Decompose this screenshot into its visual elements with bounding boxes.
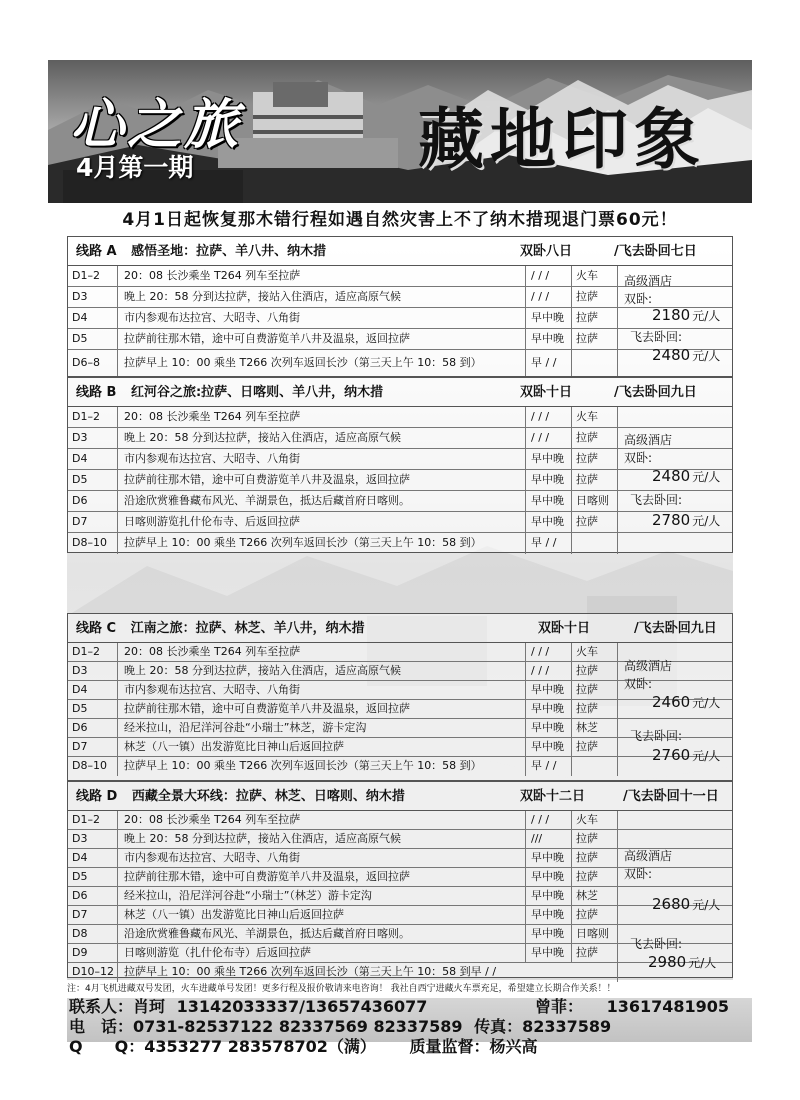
day-cell: D4: [68, 449, 118, 469]
route-train-duration: 双卧八日: [520, 244, 573, 259]
meal-cell: / / /: [526, 811, 572, 829]
route-header: [68, 378, 732, 407]
price-number: 2480: [652, 467, 691, 485]
route-header: [68, 782, 732, 811]
contact-line: [69, 996, 427, 1018]
stay-cell: 拉萨: [572, 868, 618, 886]
day-cell: D5: [68, 470, 118, 490]
route-header: [68, 237, 732, 266]
stay-cell: 拉萨: [572, 329, 618, 349]
fax-number: 82337589: [522, 1017, 612, 1036]
hotel-level: 高级酒店: [624, 659, 673, 673]
price-unit: 元/人: [692, 898, 721, 912]
qq-numbers: 4353277 283578702（满）: [144, 1037, 376, 1056]
stay-cell: 拉萨: [572, 681, 618, 699]
day-cell: D6: [68, 719, 118, 737]
price-number: 2980: [648, 953, 687, 971]
day-cell: D8–10: [68, 533, 118, 554]
day-cell: D1–2: [68, 643, 118, 661]
price-unit: 元/人: [692, 309, 721, 323]
meal-cell: 早中晚: [526, 308, 572, 328]
price-number: 2480: [652, 346, 691, 364]
fly-price-label: 飞去卧回:: [630, 729, 683, 743]
notice-banner: 4月1日起恢复那木错行程如遇自然灾害上不了纳木措现退门票60元！: [122, 210, 678, 230]
route-title: 感悟圣地：拉萨、羊八井、纳木措: [131, 244, 327, 259]
day-cell: D4: [68, 681, 118, 699]
train-price: [652, 467, 720, 485]
train-price: [652, 895, 720, 913]
activity-cell: 晚上 20：58 分到达拉萨，接站入住酒店，适应高原气候: [118, 428, 526, 448]
price-unit: 元/人: [692, 349, 721, 363]
train-price-label: 双卧:: [624, 867, 653, 881]
train-price-label: 双卧:: [624, 677, 653, 691]
contact2-name: 曾菲：: [535, 997, 584, 1016]
meal-cell: / / /: [526, 287, 572, 307]
meal-cell: ///: [526, 830, 572, 848]
meal-cell: 早中晚: [526, 738, 572, 756]
price-unit: 元/人: [692, 749, 721, 763]
stay-cell: 火车: [572, 643, 618, 661]
stay-cell: 拉萨: [572, 470, 618, 490]
route-train-duration: 双卧十日: [520, 385, 573, 400]
route-fly-duration: /飞去卧回七日: [614, 244, 697, 259]
fly-price: [652, 746, 720, 764]
meal-cell: 早中晚: [526, 719, 572, 737]
contact-phones: 13142033337/13657436077: [176, 997, 428, 1016]
meal-cell: 早中晚: [526, 470, 572, 490]
stay-cell: 拉萨: [572, 662, 618, 680]
activity-cell: 日喀则游览（扎什伦布寺）后返回拉萨: [118, 944, 526, 962]
day-cell: D8: [68, 925, 118, 943]
stay-cell: 拉萨: [572, 849, 618, 867]
hotel-level: 高级酒店: [624, 274, 673, 288]
activity-cell: 晚上 20：58 分到达拉萨，接站入住酒店，适应高原气候: [118, 287, 526, 307]
qq-line: [69, 1036, 538, 1058]
activity-cell: 沿途欣赏雅鲁藏布风光、羊湖景色，抵达后藏首府日喀则。: [118, 925, 526, 943]
route-train-duration: 双卧十二日: [520, 789, 586, 804]
banner: [48, 60, 752, 203]
day-cell: D6: [68, 491, 118, 511]
train-price: [652, 306, 720, 324]
route-b: [67, 377, 733, 553]
activity-cell: 20：08 长沙乘坐 T264 列车至拉萨: [118, 407, 526, 427]
route-fly-duration: /飞去卧回九日: [634, 621, 717, 636]
route-header: [68, 614, 732, 643]
meal-cell: 早中晚: [526, 925, 572, 943]
meal-cell: 早中晚: [526, 868, 572, 886]
stay-cell: 拉萨: [572, 830, 618, 848]
route-name: 线路 D: [76, 789, 118, 804]
price-panel: [618, 811, 734, 977]
activity-cell: 晚上 20：58 分到达拉萨，接站入住酒店，适应高原气候: [118, 830, 526, 848]
activity-cell: 20：08 长沙乘坐 T264 列车至拉萨: [118, 811, 526, 829]
supervisor-name: 杨兴高: [489, 1037, 538, 1056]
day-cell: D7: [68, 512, 118, 532]
meal-cell: 早 / /: [526, 350, 572, 376]
phone-line: [69, 1016, 611, 1038]
activity-cell: 拉萨前往那木错，途中可自费游览羊八井及温泉，返回拉萨: [118, 329, 526, 349]
meal-cell: 早中晚: [526, 849, 572, 867]
day-cell: D1–2: [68, 811, 118, 829]
stay-cell: 日喀则: [572, 491, 618, 511]
contact-block: [67, 997, 752, 1056]
stay-cell: [572, 757, 618, 776]
stay-cell: 拉萨: [572, 308, 618, 328]
calligraphy-slogan: 藏地印象: [418, 100, 706, 178]
stay-cell: [572, 963, 618, 982]
activity-cell: 拉萨早上 10：00 乘坐 T266 次列车返回长沙（第三天上午 10：58 到早 / /: [118, 963, 618, 982]
meal-cell: 早中晚: [526, 512, 572, 532]
activity-cell: 拉萨早上 10：00 乘坐 T266 次列车返回长沙（第三天上午 10：58 到）: [118, 350, 526, 376]
phone-label: 电 话：: [69, 1017, 134, 1036]
day-cell: D3: [68, 662, 118, 680]
route-title: 红河谷之旅:拉萨、日喀则、羊八井，纳木措: [130, 385, 384, 400]
route-name: 线路 C: [76, 621, 117, 636]
train-price: [652, 693, 720, 711]
stay-cell: 拉萨: [572, 512, 618, 532]
day-cell: D6: [68, 887, 118, 905]
route-name: 线路 A: [76, 244, 117, 259]
contact2-phone: 13617481905: [606, 997, 730, 1016]
route-fly-duration: /飞去卧回十一日: [623, 789, 719, 804]
hotel-level: 高级酒店: [624, 433, 673, 447]
stay-cell: [572, 350, 618, 376]
stay-cell: 拉萨: [572, 700, 618, 718]
price-panel: [618, 407, 734, 552]
day-cell: D7: [68, 738, 118, 756]
day-cell: D3: [68, 428, 118, 448]
fly-price: [652, 346, 720, 364]
activity-cell: 20：08 长沙乘坐 T264 列车至拉萨: [118, 266, 526, 286]
price-number: 2780: [652, 511, 691, 529]
meal-cell: 早中晚: [526, 700, 572, 718]
fly-price: [652, 511, 720, 529]
day-cell: D5: [68, 868, 118, 886]
activity-cell: 市内参观布达拉宫、大昭寺、八角街: [118, 449, 526, 469]
meal-cell: 早中晚: [526, 449, 572, 469]
meal-cell: 早中晚: [526, 906, 572, 924]
stay-cell: 拉萨: [572, 944, 618, 962]
activity-cell: 拉萨前往那木错，途中可自费游览羊八井及温泉，返回拉萨: [118, 868, 526, 886]
meal-cell: / / /: [526, 407, 572, 427]
activity-cell: 沿途欣赏雅鲁藏布风光、羊湖景色，抵达后藏首府日喀则。: [118, 491, 526, 511]
price-number: 2460: [652, 693, 691, 711]
day-cell: D5: [68, 700, 118, 718]
fly-price: [648, 953, 716, 971]
day-cell: D10–12: [68, 963, 118, 982]
qq-label: Q Q：: [69, 1037, 145, 1056]
supervisor-label: 质量监督：: [409, 1037, 490, 1056]
activity-cell: 20：08 长沙乘坐 T264 列车至拉萨: [118, 643, 526, 661]
activity-cell: 拉萨早上 10：00 乘坐 T266 次列车返回长沙（第三天上午 10：58 到）: [118, 533, 526, 554]
day-cell: D3: [68, 287, 118, 307]
fly-price-label: 飞去卧回:: [630, 493, 683, 507]
fly-price-label: 飞去卧回:: [630, 330, 683, 344]
stay-cell: [572, 533, 618, 554]
day-cell: D3: [68, 830, 118, 848]
day-cell: D6–8: [68, 350, 118, 376]
meal-cell: 早中晚: [526, 887, 572, 905]
price-number: 2680: [652, 895, 691, 913]
meal-cell: 早中晚: [526, 681, 572, 699]
route-fly-duration: /飞去卧回九日: [614, 385, 697, 400]
day-cell: D5: [68, 329, 118, 349]
activity-cell: 市内参观布达拉宫、大昭寺、八角街: [118, 849, 526, 867]
route-d: [67, 781, 733, 978]
activity-cell: 晚上 20：58 分到达拉萨，接站入住酒店，适应高原气候: [118, 662, 526, 680]
price-unit: 元/人: [692, 514, 721, 528]
stay-cell: 林芝: [572, 887, 618, 905]
stay-cell: 火车: [572, 811, 618, 829]
day-cell: D4: [68, 849, 118, 867]
contact-name: 肖珂: [133, 997, 166, 1016]
price-panel: [618, 643, 734, 780]
stay-cell: 火车: [572, 407, 618, 427]
price-number: 2760: [652, 746, 691, 764]
activity-cell: 经米拉山，沿尼洋河谷赴“小瑞士”（林芝）游卡定沟: [118, 887, 526, 905]
meal-cell: 早中晚: [526, 329, 572, 349]
price-number: 2180: [652, 306, 691, 324]
footnote: 注：4月飞机进藏双号发团，火车进藏单号发团！更多行程及报价敬请来电咨询！ 我社自西宁进藏火车票充足，希望建立长期合作关系！！: [67, 984, 616, 994]
day-cell: D1–2: [68, 266, 118, 286]
issue-label: 4月第一期: [76, 153, 194, 182]
day-cell: D7: [68, 906, 118, 924]
contact2-line: [535, 996, 729, 1018]
day-cell: D4: [68, 308, 118, 328]
meal-cell: 早中晚: [526, 491, 572, 511]
route-a: [67, 236, 733, 377]
fly-price-label: 飞去卧回:: [630, 937, 683, 951]
meal-cell: / / /: [526, 428, 572, 448]
brand-logo-text: 心之旅: [70, 92, 241, 156]
route-title: 西藏全景大环线：拉萨、林芝、日喀则、纳木措: [131, 789, 405, 804]
contact-label: 联系人：: [69, 997, 134, 1016]
stay-cell: 拉萨: [572, 738, 618, 756]
stay-cell: 拉萨: [572, 906, 618, 924]
price-unit: 元/人: [692, 470, 721, 484]
price-unit: 元/人: [692, 696, 721, 710]
stay-cell: 林芝: [572, 719, 618, 737]
routes-area: [67, 236, 733, 980]
meal-cell: / / /: [526, 662, 572, 680]
train-price-label: 双卧:: [624, 292, 653, 306]
activity-cell: 市内参观布达拉宫、大昭寺、八角街: [118, 308, 526, 328]
day-cell: D1–2: [68, 407, 118, 427]
meal-cell: 早中晚: [526, 944, 572, 962]
activity-cell: 经米拉山，沿尼洋河谷赴“小瑞士”林芝，游卡定沟: [118, 719, 526, 737]
activity-cell: 林芝（八一镇）出发游览比日神山后返回拉萨: [118, 738, 526, 756]
route-train-duration: 双卧十日: [538, 621, 591, 636]
meal-cell: / / /: [526, 266, 572, 286]
meal-cell: 早 / /: [526, 533, 572, 554]
meal-cell: 早 / /: [526, 757, 572, 776]
activity-cell: 拉萨前往那木错，途中可自费游览羊八井及温泉，返回拉萨: [118, 470, 526, 490]
price-unit: 元/人: [688, 956, 717, 970]
stay-cell: 火车: [572, 266, 618, 286]
phone-numbers: 0731-82537122 82337569 82337589: [133, 1017, 463, 1036]
day-cell: D8–10: [68, 757, 118, 776]
train-price-label: 双卧:: [624, 451, 653, 465]
stay-cell: 日喀则: [572, 925, 618, 943]
route-c: [67, 613, 733, 781]
meal-cell: / / /: [526, 643, 572, 661]
activity-cell: 拉萨前往那木错，途中可自费游览羊八井及温泉，返回拉萨: [118, 700, 526, 718]
route-title: 江南之旅：拉萨、林芝、羊八井，纳木措: [130, 621, 365, 636]
fax-label: 传真：: [474, 1017, 523, 1036]
activity-cell: 市内参观布达拉宫、大昭寺、八角街: [118, 681, 526, 699]
stay-cell: 拉萨: [572, 287, 618, 307]
stay-cell: 拉萨: [572, 428, 618, 448]
activity-cell: 拉萨早上 10：00 乘坐 T266 次列车返回长沙（第三天上午 10：58 到）: [118, 757, 526, 776]
day-cell: D9: [68, 944, 118, 962]
hotel-level: 高级酒店: [624, 849, 673, 863]
stay-cell: 拉萨: [572, 449, 618, 469]
flyer-page: [48, 60, 752, 1056]
price-panel: [618, 266, 734, 376]
activity-cell: 日喀则游览扎什伦布寺、后返回拉萨: [118, 512, 526, 532]
activity-cell: 林芝（八一镇）出发游览比日神山后返回拉萨: [118, 906, 526, 924]
route-name: 线路 B: [76, 385, 117, 400]
